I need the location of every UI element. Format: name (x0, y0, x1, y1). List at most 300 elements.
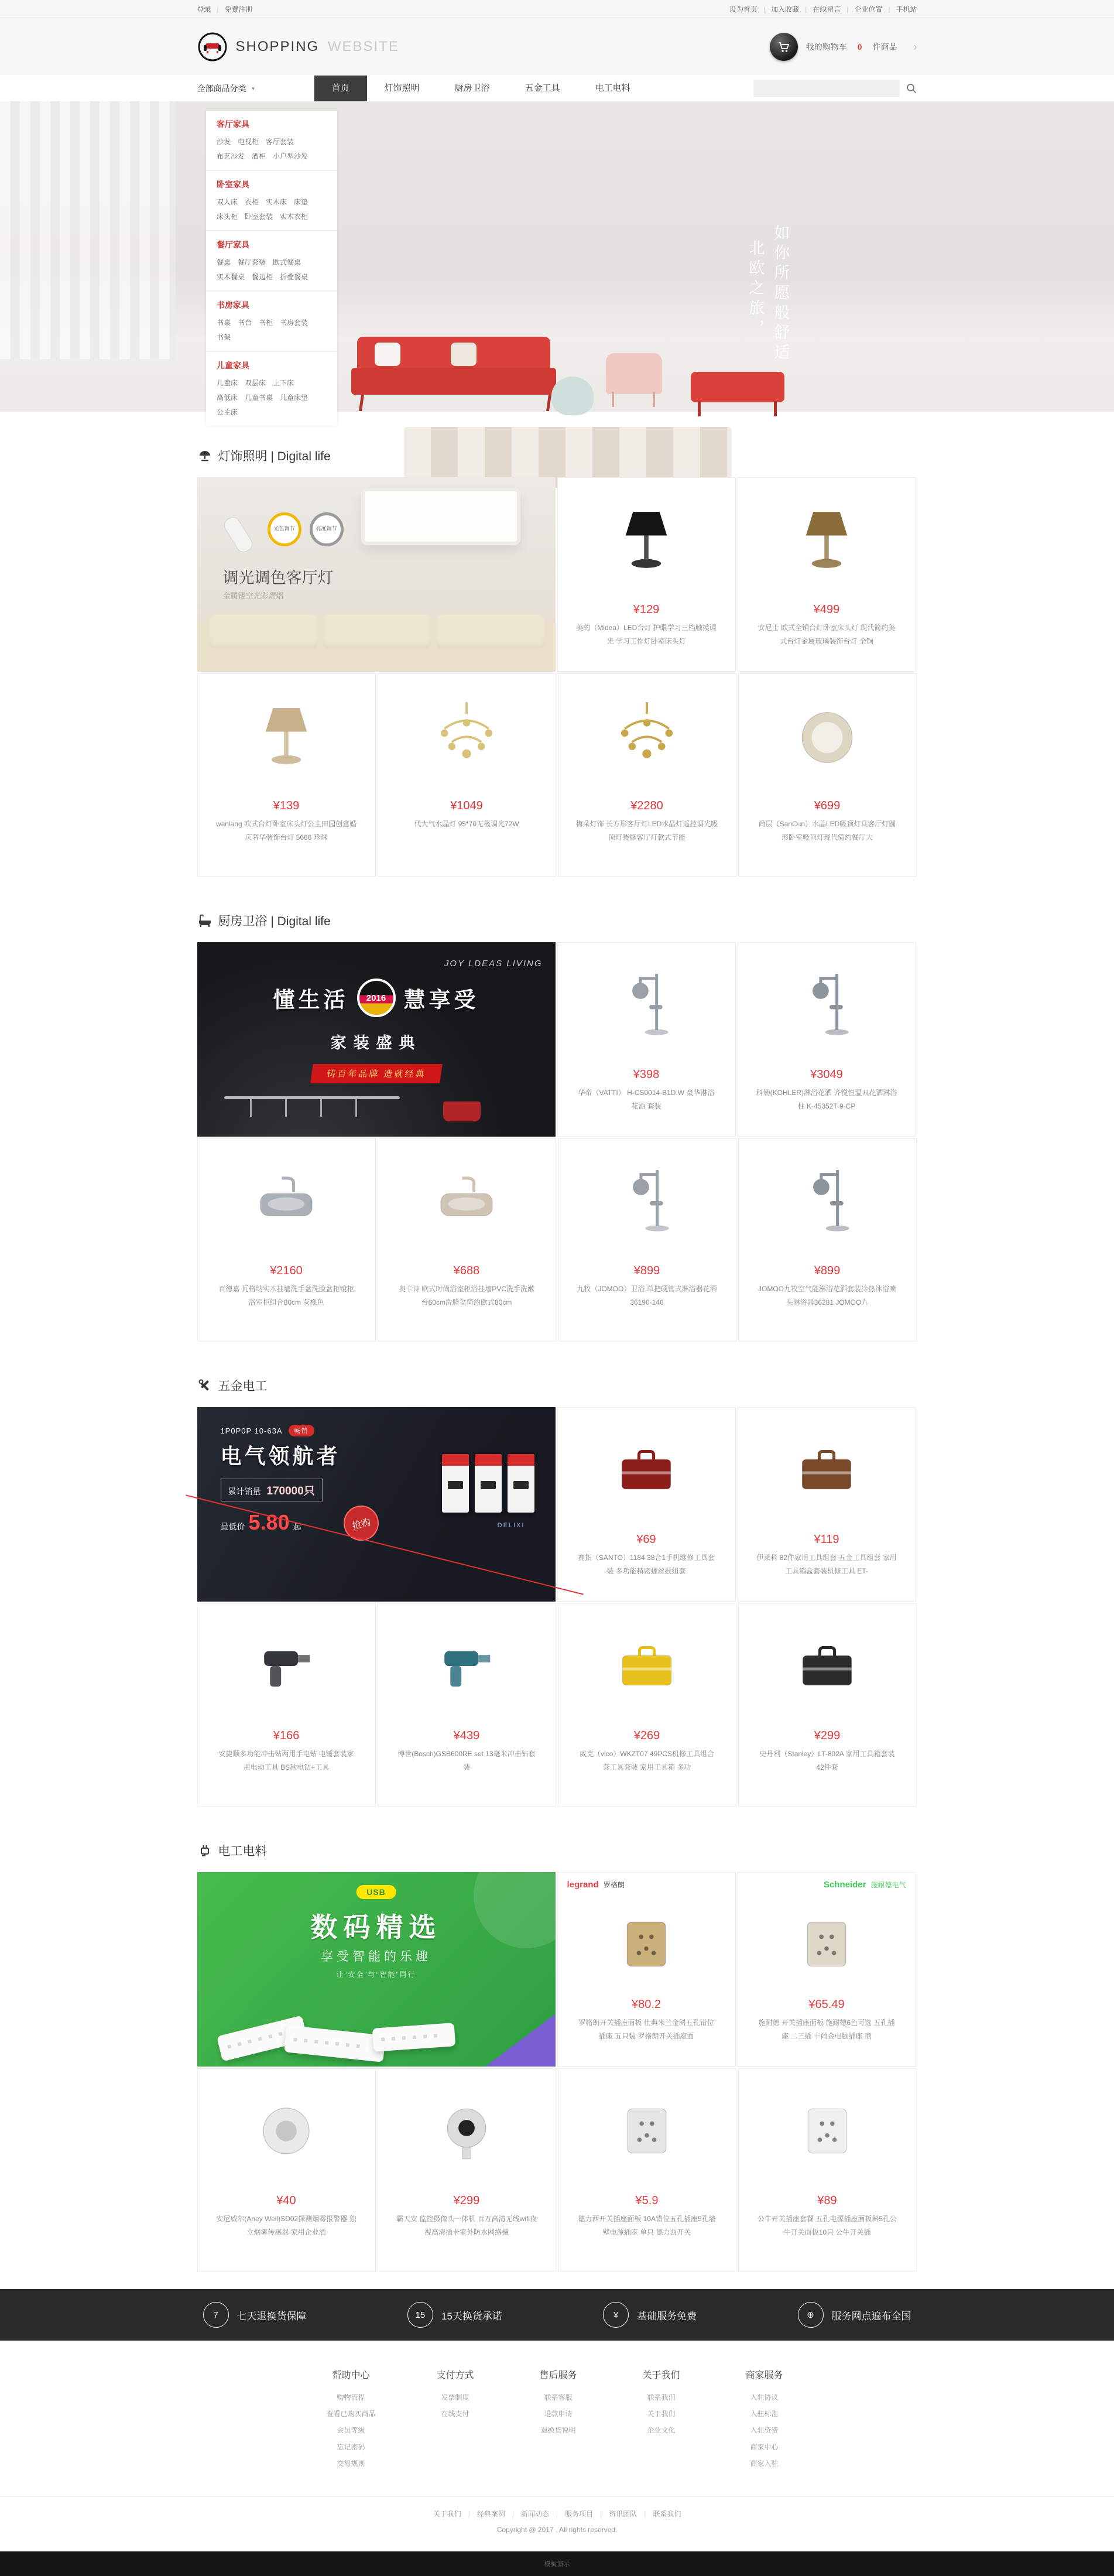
product-card[interactable] (197, 1603, 376, 1807)
category-link[interactable]: 欧式餐桌 (273, 258, 301, 266)
cart-widget[interactable] (770, 33, 917, 61)
sofa-pillow (451, 343, 477, 366)
footer-link[interactable]: 商家入驻 (750, 2459, 779, 2468)
category-link[interactable]: 儿童书桌 (245, 394, 273, 402)
lamp-icon (197, 448, 212, 463)
cart-suffix: 件商品 (872, 42, 897, 52)
banner-title: 调光调色客厅灯 (222, 569, 334, 587)
circuit-breaker (442, 1454, 469, 1513)
category-link[interactable]: 实木餐桌 (217, 273, 245, 281)
product-price: ¥129 (633, 603, 660, 616)
footer-link[interactable]: 入驻标准 (750, 2410, 779, 2418)
topbar-link[interactable]: | 免费注册 (211, 5, 253, 13)
product-title: 科勒(KOHLER)淋浴花洒 齐悦恒温双花洒淋浴柱 K-45352T-9-CP (756, 1089, 897, 1111)
price-label: 最低价 (220, 1522, 245, 1531)
product-card[interactable] (738, 2068, 917, 2271)
circuit-breaker (508, 1454, 534, 1513)
product-card[interactable] (378, 1138, 556, 1342)
product-price: ¥398 (633, 1068, 660, 1081)
footer-column-aftersale (535, 2368, 582, 2472)
product-price: ¥5.9 (635, 2194, 659, 2207)
product-title: 罗格朗开关插座面板 仕典米兰金斜五孔错位插座 五只装 罗格朗开关插座面 (578, 2019, 714, 2041)
product-image (738, 943, 916, 1067)
brand-row (738, 1873, 916, 1891)
footer-link[interactable]: 退换货说明 (540, 2426, 576, 2435)
free-service-icon: ¥ (603, 2302, 629, 2328)
service-network-icon: ⊕ (798, 2302, 824, 2328)
product-price: ¥299 (453, 2194, 480, 2207)
section-title: 五金电工 (218, 1380, 268, 1393)
footer-link[interactable]: 企业文化 (647, 2426, 676, 2435)
banner-english-text: JOY LDEAS LIVING (444, 959, 543, 969)
footer-link[interactable]: 交易规则 (337, 2459, 365, 2468)
product-title: 百德嘉 瓦格纳实木挂墙洗手盆洗脸盆柜镜柜浴室柜组合80cm 灰橡色 (218, 1285, 354, 1307)
hero-red-ottoman (691, 372, 784, 402)
ceiling-lamp-image (361, 488, 520, 545)
category-link[interactable]: 餐边柜 (252, 273, 273, 281)
product-title: 博世(Bosch)GSB600RE set 13毫米冲击钻套装 (397, 1750, 536, 1772)
product-image (378, 674, 556, 798)
product-price: ¥688 (453, 1264, 480, 1277)
footer-column-title: 商家服务 (745, 2370, 783, 2380)
product-price: ¥1049 (450, 799, 483, 812)
chevron-down-icon: ▼ (251, 85, 256, 91)
topbar-link[interactable]: | 在线留言 (799, 5, 841, 13)
product-card[interactable] (738, 1872, 916, 2067)
category-link[interactable]: 卧室套装 (245, 213, 273, 221)
category-link[interactable]: 床垫 (294, 198, 309, 206)
product-card[interactable] (378, 673, 556, 877)
service-item (603, 2302, 697, 2328)
footer-bottom-link[interactable]: 关于我们 (433, 2509, 461, 2518)
product-title: 施耐德 开关插座面板 施耐德6色可选 五孔插座 二三插 丰尚金电脑插座 商 (758, 2019, 895, 2041)
product-image (378, 1604, 556, 1728)
product-price: ¥899 (633, 1264, 660, 1277)
product-image (738, 478, 916, 602)
topbar-left-links (197, 4, 253, 14)
product-price: ¥40 (276, 2194, 296, 2207)
service-label: 服务网点遍布全国 (831, 2310, 911, 2322)
banner-subtitle: 享受智能的乐趣 (321, 1950, 431, 1963)
footer-column-about (638, 2368, 685, 2472)
product-title: 赛拓（SANTO）1184 38合1手机维修工具套装 多功能精密螺丝批组套 (577, 1554, 715, 1576)
product-card[interactable] (738, 1138, 917, 1342)
product-price: ¥166 (273, 1729, 300, 1742)
product-title: JOMOO九牧空气能淋浴花洒套装冷热沐浴喷头淋浴器36281 JOMOO九 (758, 1285, 896, 1307)
product-title: 威克（vico）WKZT07 49PCS机修工具组合 套工具套装 家用工具箱 多功 (579, 1750, 715, 1772)
footer-bottom-link[interactable]: | 新闻动态 (505, 2510, 549, 2518)
brand-logo-schneider: Schneider (823, 1880, 866, 1890)
product-image (739, 2069, 916, 2193)
search-box (753, 80, 917, 97)
hero-pink-chair (606, 353, 662, 394)
product-card[interactable] (558, 2068, 736, 2271)
banner-badges (268, 512, 344, 546)
footer-links (741, 2389, 788, 2472)
usb-badge: USB (356, 1885, 396, 1899)
category-group-title[interactable]: 餐厅家具 (217, 240, 249, 249)
product-image (558, 1139, 736, 1263)
sofa-logo-icon (197, 32, 228, 62)
topbar (0, 0, 1114, 18)
section-title: 厨房卫浴 | Digital life (218, 915, 331, 928)
hardware-banner[interactable] (197, 1407, 556, 1602)
category-link[interactable]: 床头柜 (217, 213, 238, 221)
hero-slogan (742, 224, 793, 364)
cart-label: 我的购物车 (805, 42, 847, 52)
product-image (198, 2069, 375, 2193)
brand-name-cn: 施耐德电气 (870, 1881, 906, 1889)
category-group-title[interactable]: 客厅家具 (217, 119, 249, 129)
product-title: 尚层（SanCun）水晶LED吸顶灯具客厅灯圆形卧室吸顶灯现代简约餐厅大 (758, 820, 896, 842)
product-price: ¥699 (814, 799, 841, 812)
section-title: 电工电料 (218, 1845, 268, 1858)
price-suffix: 起 (293, 1522, 301, 1531)
rack-hook (355, 1099, 357, 1117)
footer-column-title: 关于我们 (642, 2370, 680, 2380)
footer-link[interactable]: 查看已购买商品 (326, 2410, 376, 2418)
search-icon[interactable] (906, 83, 917, 94)
all-categories-label: 全部商品分类 (197, 84, 246, 93)
category-link[interactable]: 电视柜 (238, 138, 259, 146)
service-label: 15天换货承诺 (441, 2310, 502, 2322)
rack-hook (285, 1099, 287, 1117)
category-link[interactable]: 衣柜 (245, 198, 259, 206)
product-price: ¥269 (633, 1729, 660, 1742)
product-title: 公牛开关插座套餐 五孔电源插座面板斜5孔公牛开关面板10只 公牛开关插 (757, 2215, 897, 2237)
hero-side-table (551, 377, 594, 415)
topbar-link[interactable]: | 手机站 (882, 5, 917, 13)
footer-column-help (326, 2368, 375, 2472)
electrical-banner[interactable] (197, 1872, 556, 2067)
section-header (197, 912, 917, 929)
category-link[interactable]: 书桌 (217, 319, 231, 327)
product-image (739, 1604, 916, 1728)
power-strip-image (284, 2025, 386, 2062)
product-title: 奥卡诗 欧式时尚浴室柜浴挂墙PVC洗手洗漱台60cm洗脸盆简约欧式80cm (398, 1285, 534, 1307)
category-link[interactable]: 折叠餐桌 (280, 273, 309, 281)
banner-title: 数码精选 (310, 1912, 442, 1942)
footer-link[interactable]: 会员等级 (337, 2426, 365, 2435)
product-title: 代大气水晶灯 95*70无极调光72W (414, 820, 519, 828)
footer-link[interactable]: 退款申请 (544, 2410, 573, 2418)
footer-link[interactable]: 在线支付 (441, 2410, 469, 2418)
category-link[interactable]: 儿童床 (217, 379, 238, 387)
product-card[interactable] (558, 1603, 736, 1807)
product-image (558, 478, 735, 602)
section-hardware (197, 1377, 917, 1807)
banner-title-left: 懂生活 (273, 988, 349, 1012)
product-price: ¥89 (817, 2194, 837, 2207)
footer-bottom-link[interactable]: | 资讯团队 (593, 2510, 637, 2518)
search-input[interactable] (753, 80, 900, 97)
product-card[interactable] (557, 942, 736, 1137)
product-image (378, 2069, 556, 2193)
nav-item-lighting[interactable]: 灯饰照明 (384, 83, 420, 93)
footer-bottom-link[interactable]: | 服务项目 (549, 2510, 593, 2518)
footer-column-title: 售后服务 (539, 2370, 577, 2380)
banner-subtitle: 金属镂空光彩熠熠 (222, 591, 284, 600)
category-group-title[interactable]: 书房家具 (217, 300, 249, 310)
banner-title (197, 979, 556, 1017)
nav-item-hardware-tools[interactable]: 五金工具 (525, 83, 560, 93)
category-link[interactable]: 客厅套装 (266, 138, 294, 146)
footer-link[interactable]: 发票制度 (441, 2393, 469, 2401)
footer-links (638, 2389, 685, 2439)
product-price: ¥899 (814, 1264, 841, 1277)
product-price: ¥139 (273, 799, 300, 812)
service-label: 七天退换货保障 (236, 2310, 307, 2322)
hero-banner[interactable] (0, 101, 1114, 416)
all-categories-button[interactable] (197, 83, 314, 94)
seven-day-return-icon: 7 (203, 2302, 229, 2328)
buy-now-seal[interactable]: 抢购 (340, 1502, 382, 1545)
product-price: ¥2160 (270, 1264, 303, 1277)
banner-ribbon: 铸百年品牌 造就经典 (310, 1064, 443, 1083)
brand-name-cn: 罗格朗 (603, 1881, 625, 1889)
purple-triangle-decoration (485, 2014, 556, 2067)
nav-item-electrical[interactable]: 电工电料 (595, 83, 630, 93)
category-link[interactable]: 实木衣柜 (280, 213, 309, 221)
footer-column-title: 支付方式 (436, 2370, 474, 2380)
footer-bottom-link[interactable]: | 联系我们 (637, 2510, 681, 2518)
banner-model: 1P0P0P 10-63A (220, 1426, 283, 1435)
footer-links (326, 2389, 375, 2472)
category-link[interactable]: 高低床 (217, 394, 238, 402)
category-links (217, 132, 327, 162)
brand-logo-legrand: legrand (567, 1880, 599, 1890)
category-links (217, 313, 327, 343)
hero-slogan-line1: 如你所愿般舒适 (772, 224, 790, 364)
section-header (197, 447, 917, 464)
product-image (558, 1604, 736, 1728)
hero-red-sofa-seat (351, 368, 556, 395)
product-price: ¥80.2 (631, 1998, 661, 2011)
red-pot-image (443, 1101, 481, 1121)
category-link[interactable]: 酒柜 (252, 152, 266, 160)
category-link[interactable]: 实木床 (266, 198, 287, 206)
product-card[interactable] (557, 1872, 736, 2067)
footer-column-merchant (741, 2368, 788, 2472)
product-card[interactable] (558, 1138, 736, 1342)
category-group-living-room (206, 111, 337, 170)
footer-bottom-link[interactable]: | 经典案例 (461, 2510, 505, 2518)
service-label: 基础服务免费 (637, 2310, 697, 2322)
product-price: ¥69 (636, 1533, 656, 1546)
bottom-strip (0, 2551, 1114, 2576)
product-price: ¥299 (814, 1729, 841, 1742)
price-value: 5.80 (248, 1510, 290, 1534)
section-header (197, 1377, 917, 1394)
product-card[interactable] (197, 673, 376, 877)
category-group-dining (206, 230, 337, 290)
year-badge: 2016 (357, 979, 396, 1017)
category-link[interactable]: 双层床 (245, 379, 266, 387)
product-image (558, 1408, 735, 1532)
category-group-study (206, 290, 337, 351)
logo-main-text: SHOPPING (235, 39, 320, 54)
category-links (217, 253, 327, 282)
category-links (217, 193, 327, 222)
service-item (407, 2302, 502, 2328)
product-image (198, 1604, 375, 1728)
section-electrical (197, 1842, 917, 2271)
banner-title: 电气领航者 (220, 1444, 341, 1468)
power-strip-image (372, 2023, 455, 2052)
product-image (738, 1408, 916, 1532)
category-link[interactable]: 书架 (217, 333, 231, 341)
category-group-bedroom (206, 170, 337, 230)
circuit-breaker (475, 1454, 502, 1513)
category-link[interactable]: 书房套装 (280, 319, 309, 327)
cart-icon (770, 33, 798, 61)
footer-link[interactable]: 入驻协议 (750, 2393, 779, 2401)
category-links (217, 374, 327, 418)
category-link[interactable]: 公主床 (217, 408, 238, 416)
product-card[interactable] (738, 1603, 917, 1807)
product-image (739, 1139, 916, 1263)
product-title: 安捷顺多功能冲击钻两用手电钻 电锤套装家用电动工具 BS款电钻+工具 (218, 1750, 354, 1772)
product-image (558, 674, 736, 798)
plug-icon (197, 1843, 212, 1858)
breaker-brand: DELIXI (497, 1522, 525, 1529)
product-card[interactable] (557, 477, 736, 672)
footer-bottom-links (0, 2497, 1114, 2519)
topbar-link[interactable]: | 企业位置 (841, 5, 882, 13)
footer-link[interactable]: 联系我们 (647, 2393, 676, 2401)
banner-model-row (221, 1425, 314, 1436)
copyright: Copyright @ 2017 . All rights reserved. (496, 2525, 618, 2534)
product-image (558, 1891, 735, 1997)
product-price: ¥439 (453, 1729, 480, 1742)
product-card[interactable] (738, 673, 917, 877)
product-title: 史丹利（Stanley）LT-802A 家用工具箱套装42件套 (759, 1750, 895, 1772)
footer-link[interactable]: 联系客服 (544, 2393, 573, 2401)
product-title: 霸天安 监控摄像头一体机 百万高清无线wifi夜视高清插卡室外防水网络摄 (396, 2215, 537, 2237)
category-link[interactable]: 布艺沙发 (217, 152, 245, 160)
site-logo[interactable] (197, 32, 399, 62)
tools-icon (197, 1378, 212, 1393)
product-image (198, 1139, 375, 1263)
brightness-adjust-badge: 亮度调节 (310, 512, 344, 546)
footer-link[interactable]: 关于我们 (647, 2410, 676, 2418)
category-link[interactable]: 上下床 (273, 379, 294, 387)
nav-item-home[interactable]: 首页 (314, 76, 367, 101)
product-image (558, 2069, 736, 2193)
product-card[interactable] (558, 673, 736, 877)
category-link[interactable]: 双人床 (217, 198, 238, 206)
rack-hook (250, 1099, 252, 1117)
product-title: 华帝（VATTI） H-CS0014-B1D.W 豪华淋浴 花洒 套装 (578, 1089, 715, 1111)
product-title: 美的（Midea）LED台灯 护眼学习三档触摸调光 学习工作灯卧室床头灯 (576, 624, 717, 646)
footer-column-title: 帮助中心 (332, 2370, 370, 2380)
category-group-title[interactable]: 卧室家具 (217, 180, 249, 189)
hot-sale-tag: 畅销 (289, 1425, 314, 1436)
category-link[interactable]: 餐厅套装 (238, 258, 266, 266)
category-group-title[interactable]: 儿童家具 (217, 361, 249, 370)
sales-label: 累计销量 (228, 1487, 261, 1496)
product-title: 德力西开关插座面板 10A错位五孔插座5孔墙壁电源插座 单只 德力西开关 (578, 2215, 716, 2237)
footer-links (432, 2389, 479, 2422)
cart-count: 0 (857, 42, 862, 52)
product-card[interactable] (738, 477, 916, 672)
footer-link[interactable]: 入驻资费 (750, 2426, 779, 2435)
product-card[interactable] (378, 1603, 556, 1807)
nav-item-kitchen-bath[interactable]: 厨房卫浴 (454, 83, 490, 93)
category-menu-panel (206, 111, 337, 426)
topbar-link[interactable]: 登录 (197, 5, 211, 13)
product-image (558, 943, 735, 1067)
category-link[interactable]: 书台 (238, 319, 252, 327)
brand-row (558, 1873, 735, 1891)
product-card[interactable] (738, 1407, 916, 1602)
topbar-link[interactable]: 设为首页 (729, 5, 757, 13)
bottom-strip-text: 模板演示 (544, 2560, 570, 2568)
sofa-cushion (436, 614, 545, 648)
product-image (378, 1139, 556, 1263)
lighting-banner[interactable] (197, 477, 556, 672)
footer-link[interactable]: 忘记密码 (337, 2442, 365, 2451)
color-adjust-badge: 光色调节 (268, 512, 301, 546)
chevron-right-icon[interactable]: › (913, 40, 917, 53)
section-kitchen-bath (197, 912, 917, 1342)
product-title: 安尼威尔(Aney Well)SD02探测烟雾报警器 独立烟雾传感器 家用企业酒 (216, 2215, 357, 2237)
product-image (198, 674, 375, 798)
section-lighting (197, 447, 917, 877)
hero-slogan-line2: 北欧之旅， (746, 240, 765, 339)
category-link[interactable]: 餐桌 (217, 258, 231, 266)
footer-column-payment (432, 2368, 479, 2472)
sofa-cushion (323, 614, 431, 648)
category-link[interactable]: 儿童床垫 (280, 394, 309, 402)
product-card[interactable] (197, 2068, 376, 2271)
sofa-pillow (375, 343, 400, 366)
logo-sub-text: WEBSITE (327, 39, 399, 54)
product-card[interactable] (378, 2068, 556, 2271)
footer-columns (0, 2368, 1114, 2472)
footer-link[interactable]: 购物流程 (337, 2393, 365, 2401)
product-price: ¥2280 (630, 799, 663, 812)
services-bar (0, 2289, 1114, 2341)
topbar-link[interactable]: | 加入收藏 (757, 5, 799, 13)
banner-sales (221, 1479, 323, 1501)
category-link[interactable]: 小户型沙发 (273, 152, 309, 160)
logo-text (236, 39, 399, 55)
kitchen-banner[interactable] (197, 942, 556, 1137)
product-title: 九牧（JOMOO）卫浴 单把硬管式淋浴器花洒36190-146 (577, 1285, 717, 1307)
product-image (738, 1891, 916, 1997)
service-item (798, 2302, 911, 2328)
main-nav (0, 76, 1114, 101)
product-price: ¥499 (813, 603, 840, 616)
remote-control-image (221, 514, 255, 555)
category-group-children (206, 351, 337, 426)
site-header (0, 18, 1114, 76)
product-card[interactable] (197, 1138, 376, 1342)
product-card[interactable] (738, 942, 916, 1137)
product-card[interactable] (557, 1407, 736, 1602)
category-link[interactable]: 书柜 (259, 319, 273, 327)
product-title: 安尼士 欧式全铜台灯卧室床头灯 现代简约美式台灯金属玻璃装饰台灯 全铜 (757, 624, 896, 646)
product-title: wanlang 欧式台灯卧室床头灯公主田园创意婚庆奢华装饰台灯 5666 珍珠 (215, 820, 357, 842)
product-title: 梅朵灯饰 长方形客厅灯LED水晶灯遥控调光吸顶灯装修客厅灯款式节能 (575, 820, 718, 842)
section-title: 灯饰照明 | Digital life (218, 450, 331, 463)
rack-hook (320, 1099, 322, 1117)
footer-link[interactable]: 商家中心 (750, 2442, 779, 2451)
banner-note: 让“安全”与“智能”同行 (336, 1971, 416, 1979)
category-link[interactable]: 沙发 (217, 138, 231, 146)
sales-value: 170000只 (266, 1485, 315, 1497)
